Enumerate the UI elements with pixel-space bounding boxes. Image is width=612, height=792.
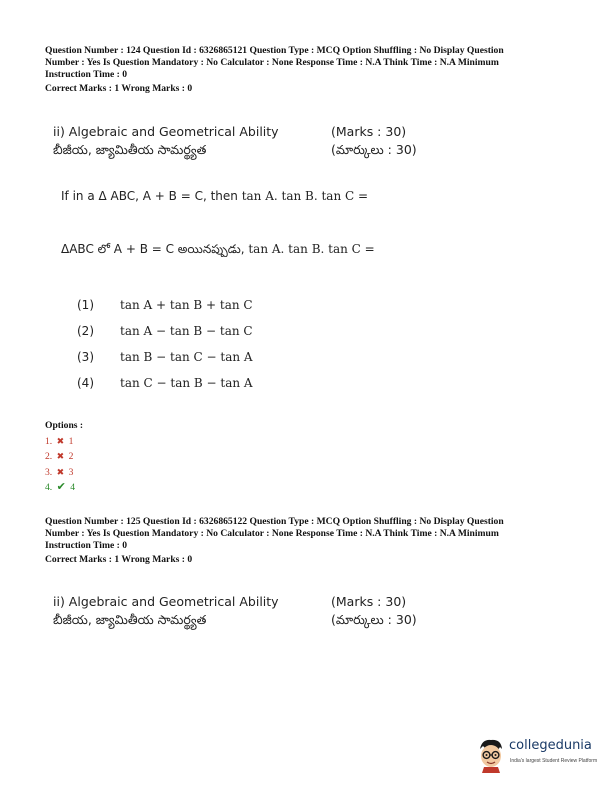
option-4 (45, 480, 83, 496)
choice-number: (4) (77, 376, 94, 390)
collegedunia-logo (476, 735, 606, 779)
option-value: 2 (68, 451, 74, 462)
section-marks-en: (Marks : 30) (331, 124, 407, 139)
choice-1 (77, 298, 253, 313)
question-124-header (45, 45, 565, 95)
option-index: 4. (45, 482, 53, 493)
header-line-1: Question Number : 125 Question Id : 6326865122 Question Type : MCQ Option Shuffling : No Display Question (45, 516, 504, 527)
options-title: Options : (45, 420, 84, 431)
marks-line: Correct Marks : 1 Wrong Marks : 0 (45, 83, 193, 94)
option-2 (45, 449, 83, 465)
question-125-header (45, 516, 565, 566)
section-name-en: ii) Algebraic and Geometrical Ability (53, 124, 279, 139)
section-name-te: బీజీయ, జ్యామితీయ సామర్థ్యత (53, 612, 207, 627)
section-name-en: ii) Algebraic and Geometrical Ability (53, 594, 279, 609)
section-name-te: బీజీయ, జ్యామితీయ సామర్థ్యత (53, 142, 207, 157)
options-list (45, 418, 83, 496)
option-value: 4 (70, 482, 76, 493)
header-line-1: Question Number : 124 Question Id : 6326865121 Question Type : MCQ Option Shuffling : No Display Question (45, 45, 504, 56)
option-value: 3 (68, 466, 74, 478)
option-1 (45, 434, 83, 450)
section-marks-te: (మార్కులు : 30) (331, 612, 417, 627)
choice-number: (3) (77, 350, 94, 364)
brand-name: collegedunia (509, 738, 592, 753)
cross-icon: ✖ (56, 435, 65, 446)
stem-text: If in a Δ ABC, A + B = C, then (61, 189, 242, 203)
header-line-2: Number : Yes Is Question Mandatory : No Calculator : None Response Time : N.A Think Time : N.A Minimum (45, 57, 499, 68)
marks-line: Correct Marks : 1 Wrong Marks : 0 (45, 554, 193, 565)
choice-4 (77, 376, 253, 391)
option-value: 1 (68, 435, 74, 447)
header-line-3: Instruction Time : 0 (45, 69, 127, 80)
choice-expression: tan C − tan B − tan A (120, 376, 253, 390)
choice-3 (77, 350, 253, 365)
cross-icon: ✖ (56, 466, 65, 477)
question-stem-en (61, 189, 368, 203)
option-index: 3. (45, 466, 53, 478)
option-3 (45, 465, 83, 481)
choice-expression: tan A + tan B + tan C (120, 298, 253, 312)
option-index: 1. (45, 435, 53, 447)
question-stem-te (61, 242, 375, 259)
stem-math: tan A. tan B. tan C = (241, 189, 369, 203)
choice-expression: tan B − tan C − tan A (120, 350, 253, 364)
check-icon: ✔ (56, 481, 66, 493)
stem-text: ΔABC లో A + B = C అయినప్పుడు, (61, 242, 249, 256)
option-index: 2. (45, 451, 53, 462)
mascot-icon (476, 737, 506, 773)
section-marks-en: (Marks : 30) (331, 594, 407, 609)
choice-number: (2) (77, 324, 94, 338)
header-line-2: Number : Yes Is Question Mandatory : No Calculator : None Response Time : N.A Think Time : N.A Minimum (45, 528, 499, 539)
section-marks-te: (మార్కులు : 30) (331, 142, 417, 157)
brand-tagline: India's largest Student Review Platform (510, 758, 598, 764)
cross-icon: ✖ (56, 451, 65, 461)
choice-2 (77, 324, 253, 339)
header-line-3: Instruction Time : 0 (45, 540, 127, 551)
stem-math: tan A. tan B. tan C = (248, 242, 375, 256)
choice-number: (1) (77, 298, 94, 312)
choice-expression: tan A − tan B − tan C (120, 324, 253, 338)
